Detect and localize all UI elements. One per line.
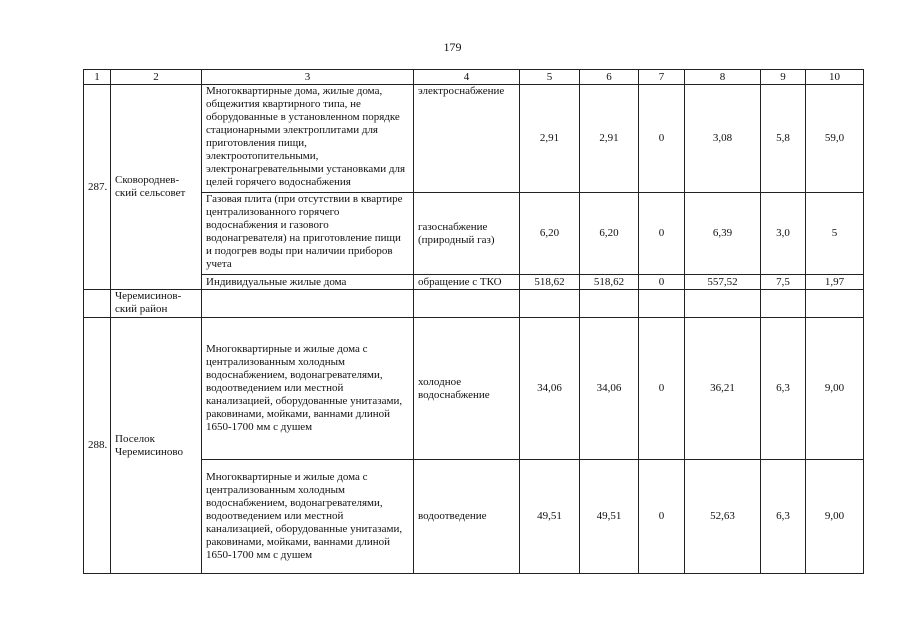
value-col5: 49,51 [520, 460, 580, 574]
value-col9: 7,5 [761, 275, 806, 290]
table-row [84, 85, 864, 193]
empty-cell [520, 290, 580, 318]
tariff-table [83, 69, 864, 574]
value-col10: 5 [806, 193, 864, 275]
value-col5: 2,91 [520, 85, 580, 193]
empty-cell [414, 290, 520, 318]
header-cell: 6 [580, 70, 639, 85]
service-type: обращение с ТКО [414, 275, 520, 290]
empty-cell [202, 290, 414, 318]
value-col9: 6,3 [761, 460, 806, 574]
value-col8: 36,21 [685, 318, 761, 460]
value-col9: 3,0 [761, 193, 806, 275]
value-col6: 49,51 [580, 460, 639, 574]
value-col5: 34,06 [520, 318, 580, 460]
value-col7: 0 [639, 85, 685, 193]
empty-cell [806, 290, 864, 318]
value-col10: 9,00 [806, 460, 864, 574]
service-type: холодное водоснабжение [414, 318, 520, 460]
empty-cell [580, 290, 639, 318]
header-cell: 7 [639, 70, 685, 85]
service-type: электроснабжение [414, 85, 520, 193]
value-col10: 9,00 [806, 318, 864, 460]
value-col6: 2,91 [580, 85, 639, 193]
header-cell: 5 [520, 70, 580, 85]
header-cell: 9 [761, 70, 806, 85]
header-cell: 10 [806, 70, 864, 85]
value-col8: 52,63 [685, 460, 761, 574]
value-col6: 518,62 [580, 275, 639, 290]
value-col9: 5,8 [761, 85, 806, 193]
value-col8: 3,08 [685, 85, 761, 193]
header-cell: 2 [111, 70, 202, 85]
empty-cell [639, 290, 685, 318]
header-cell: 8 [685, 70, 761, 85]
header-cell: 1 [84, 70, 111, 85]
value-col6: 6,20 [580, 193, 639, 275]
value-col9: 6,3 [761, 318, 806, 460]
row-number: 288. [84, 318, 111, 574]
value-col7: 0 [639, 460, 685, 574]
value-col10: 59,0 [806, 85, 864, 193]
row-number: 287. [84, 85, 111, 290]
settlement-name: Поселок Черемисиново [111, 318, 202, 574]
service-type: газоснабжение (природный газ) [414, 193, 520, 275]
value-col5: 518,62 [520, 275, 580, 290]
page-number: 179 [443, 40, 462, 54]
table-row [84, 318, 864, 460]
housing-description: Индивидуальные жилые дома [202, 275, 414, 290]
settlement-name: Сковороднев-ский сельсовет [111, 85, 202, 290]
value-col10: 1,97 [806, 275, 864, 290]
housing-description: Многоквартирные дома, жилые дома, общежития квартирного типа, не оборудованные в установленном порядке стационарными электроплитами для приготовления пищи, электроотопительными, электронагревательными установками для целей горячего водоснабжения [202, 85, 414, 193]
district-row [84, 290, 864, 318]
housing-description: Газовая плита (при отсутствии в квартире централизованного горячего водоснабжения и газового водонагревателя) на приготовление пищи и подогрев воды при наличии приборов учета [202, 193, 414, 275]
value-col8: 557,52 [685, 275, 761, 290]
value-col8: 6,39 [685, 193, 761, 275]
empty-cell [761, 290, 806, 318]
district-name: Черемисинов-ский район [111, 290, 202, 318]
empty-cell [84, 290, 111, 318]
header-cell: 3 [202, 70, 414, 85]
housing-description: Многоквартирные и жилые дома с централизованным холодным водоснабжением, водонагревателями, водоотведением или местной канализацией, оборудованные унитазами, раковинами, мойками, ваннами длиной 1650-1700 мм с душем [202, 460, 414, 574]
value-col7: 0 [639, 318, 685, 460]
header-cell: 4 [414, 70, 520, 85]
empty-cell [685, 290, 761, 318]
value-col7: 0 [639, 193, 685, 275]
value-col7: 0 [639, 275, 685, 290]
value-col5: 6,20 [520, 193, 580, 275]
housing-description: Многоквартирные и жилые дома с централизованным холодным водоснабжением, водонагревателями, водоотведением или местной канализацией, оборудованные унитазами, раковинами, мойками, ваннами длиной 1650-1700 мм с душем [202, 318, 414, 460]
service-type: водоотведение [414, 460, 520, 574]
value-col6: 34,06 [580, 318, 639, 460]
header-row [84, 70, 864, 85]
